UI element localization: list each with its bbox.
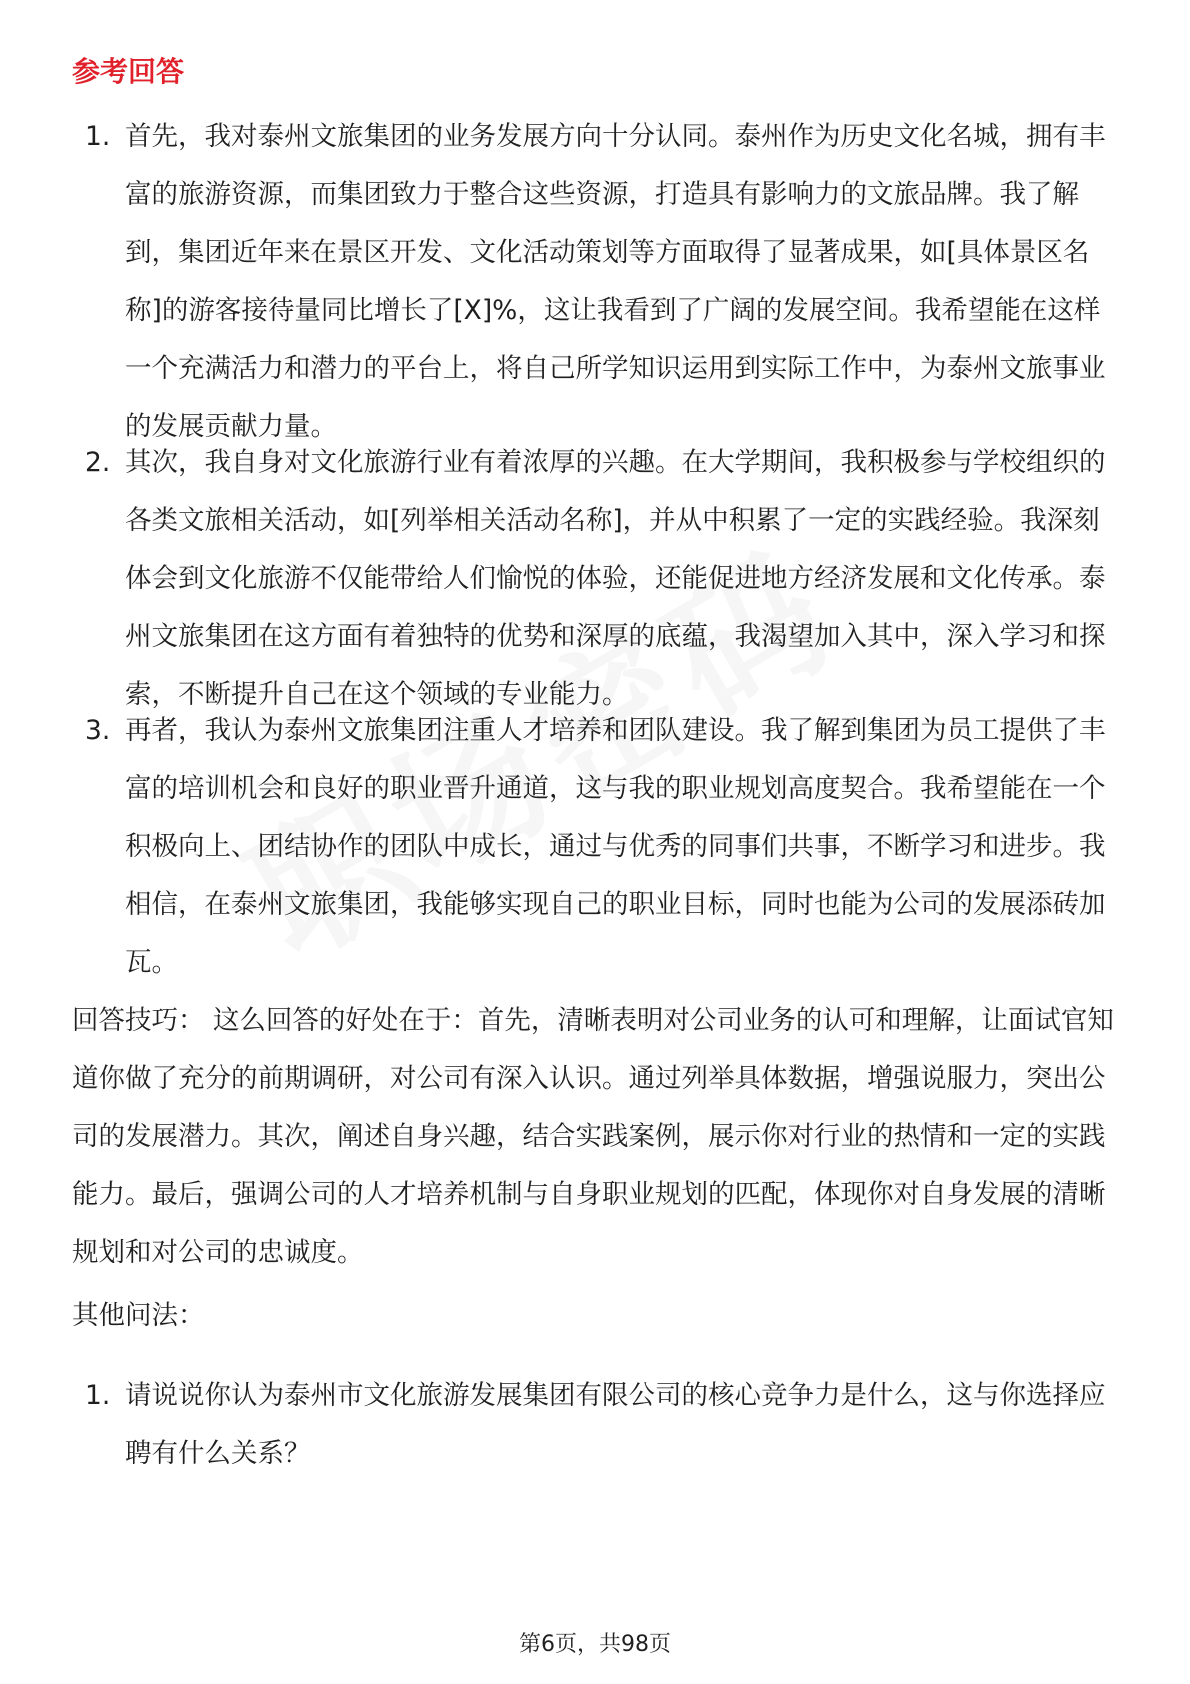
- list-item-text: 其次，我自身对文化旅游行业有着浓厚的兴趣。在大学期间，我积极参与学校组织的各类文旅相关活动，如[列举相关活动名称]，并从中积累了一定的实践经验。我深刻体会到文化旅游不仅能带给人们愉悦的体验，还能促进地方经济发展和文化传承。泰州文旅集团在这方面有着独特的优势和深厚的底蕴，我渴望加入其中，深入学习和探索，不断提升自己在这个领域的专业能力。: [125, 447, 1106, 710]
- list-item: [72, 108, 1122, 442]
- list-item-number: 3.: [85, 715, 111, 746]
- list-item-text: 首先，我对泰州文旅集团的业务发展方向十分认同。泰州作为历史文化名城，拥有丰富的旅游资源，而集团致力于整合这些资源，打造具有影响力的文旅品牌。我了解到，集团近年来在景区开发、文化活动策划等方面取得了显著成果，如[具体景区名称]的游客接待量同比增长了[X]%，这让我看到了广阔的发展空间。我希望能在这样一个充满活力和潜力的平台上，将自己所学知识运用到实际工作中，为泰州文旅事业的发展贡献力量。: [125, 121, 1106, 442]
- list-item-text: 请说说你认为泰州市文化旅游发展集团有限公司的核心竞争力是什么，这与你选择应聘有什么关系？: [125, 1380, 1106, 1469]
- list-item-number: 2.: [85, 447, 111, 478]
- answer-tips: 回答技巧： 这么回答的好处在于：首先，清晰表明对公司业务的认可和理解，让面试官知道你做了充分的前期调研，对公司有深入认识。通过列举具体数据，增强说服力，突出公司的发展潜力。其次，阐述自身兴趣，结合实践案例，展示你对行业的热情和一定的实践能力。最后，强调公司的人才培养机制与自身职业规划的匹配，体现你对自身发展的清晰规划和对公司的忠诚度。: [72, 1005, 1114, 1268]
- list-item: [72, 434, 1122, 710]
- list-item: [72, 1367, 1122, 1483]
- list-item-number: 1.: [85, 121, 111, 152]
- list-item-text: 再者，我认为泰州文旅集团注重人才培养和团队建设。我了解到集团为员工提供了丰富的培训机会和良好的职业晋升通道，这与我的职业规划高度契合。我希望能在一个积极向上、团结协作的团队中成长，通过与优秀的同事们共事，不断学习和进步。我相信，在泰州文旅集团，我能够实现自己的职业目标，同时也能为公司的发展添砖加瓦。: [125, 715, 1106, 978]
- page-number: 第6页，共98页: [519, 1632, 671, 1657]
- reference-answer-title: 参考回答: [72, 55, 185, 88]
- list-item-number: 1.: [85, 1380, 111, 1411]
- reference-answer-list: [72, 108, 1122, 992]
- other-questions-title: 其他问法：: [72, 1300, 205, 1331]
- other-questions-list: [72, 1367, 1122, 1483]
- list-item: [72, 702, 1122, 992]
